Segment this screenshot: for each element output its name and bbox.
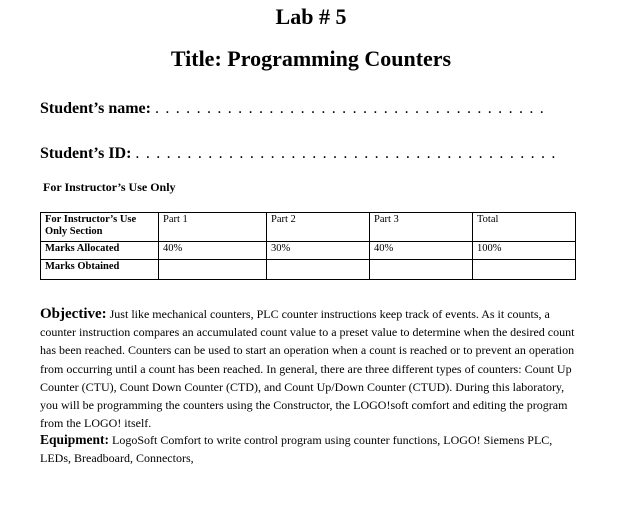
marks-obtained-total [473, 260, 576, 280]
table-section-header: For Instructor’s Use Only Section [41, 213, 159, 242]
objective-paragraph [40, 305, 580, 432]
equipment-text: LogoSoft Comfort to write control program using counter functions, LOGO! Siemens PLC, LEDs, Breadboard, Connectors, [40, 433, 553, 466]
marks-obtained-part1 [159, 260, 267, 280]
student-name-label: Student’s name: [40, 100, 151, 117]
table-header-part2: Part 2 [267, 213, 370, 242]
lab-number-heading: Lab # 5 [275, 4, 347, 29]
instructor-use-note: For Instructor’s Use Only [43, 180, 176, 194]
table-header-part3: Part 3 [370, 213, 473, 242]
marks-table [40, 212, 576, 280]
marks-obtained-part2 [267, 260, 370, 280]
equipment-paragraph [40, 431, 580, 467]
objective-label: Objective: [40, 306, 107, 322]
student-name-field [40, 99, 545, 119]
student-id-dots: . . . . . . . . . . . . . . . . . . . . . . . . . . . . . . . . . . . . . . . . . [135, 145, 557, 162]
marks-allocated-part3: 40% [370, 242, 473, 260]
student-name-dots: . . . . . . . . . . . . . . . . . . . . . . . . . . . . . . . . . . . . . . [154, 100, 545, 117]
table-header-part1: Part 1 [159, 213, 267, 242]
document-title: Title: Programming Counters [170, 46, 452, 71]
table-header-total: Total [473, 213, 576, 242]
row-label-marks-obtained: Marks Obtained [41, 260, 159, 280]
marks-allocated-part1: 40% [159, 242, 267, 260]
marks-allocated-total: 100% [473, 242, 576, 260]
table-row-marks-obtained [41, 260, 576, 280]
student-id-label: Student’s ID: [40, 145, 132, 162]
marks-table-header-row [41, 213, 576, 242]
student-id-field [40, 144, 557, 164]
marks-obtained-part3 [370, 260, 473, 280]
table-row-marks-allocated [41, 242, 576, 260]
objective-text: Just like mechanical counters, PLC counter instructions keep track of events. As it counts, a counter instruction compares an accumulated count value to a preset value to determine when the desired count has been reached. Counters can be used to start an operation when a count is reached or to prevent an operation from occurring until a count has been reached. In general, there are three different types of counters: Count Up Counter (CTU), Count Down Counter (CTD), and Count Up/Down Counter (CTUD). During this laboratory, you will be programming the counters using the Constructor, the LOGO!soft comfort and editing the program from the LOGO! itself. [40, 307, 575, 431]
equipment-label: Equipment: [40, 432, 110, 447]
row-label-marks-allocated: Marks Allocated [41, 242, 159, 260]
marks-allocated-part2: 30% [267, 242, 370, 260]
